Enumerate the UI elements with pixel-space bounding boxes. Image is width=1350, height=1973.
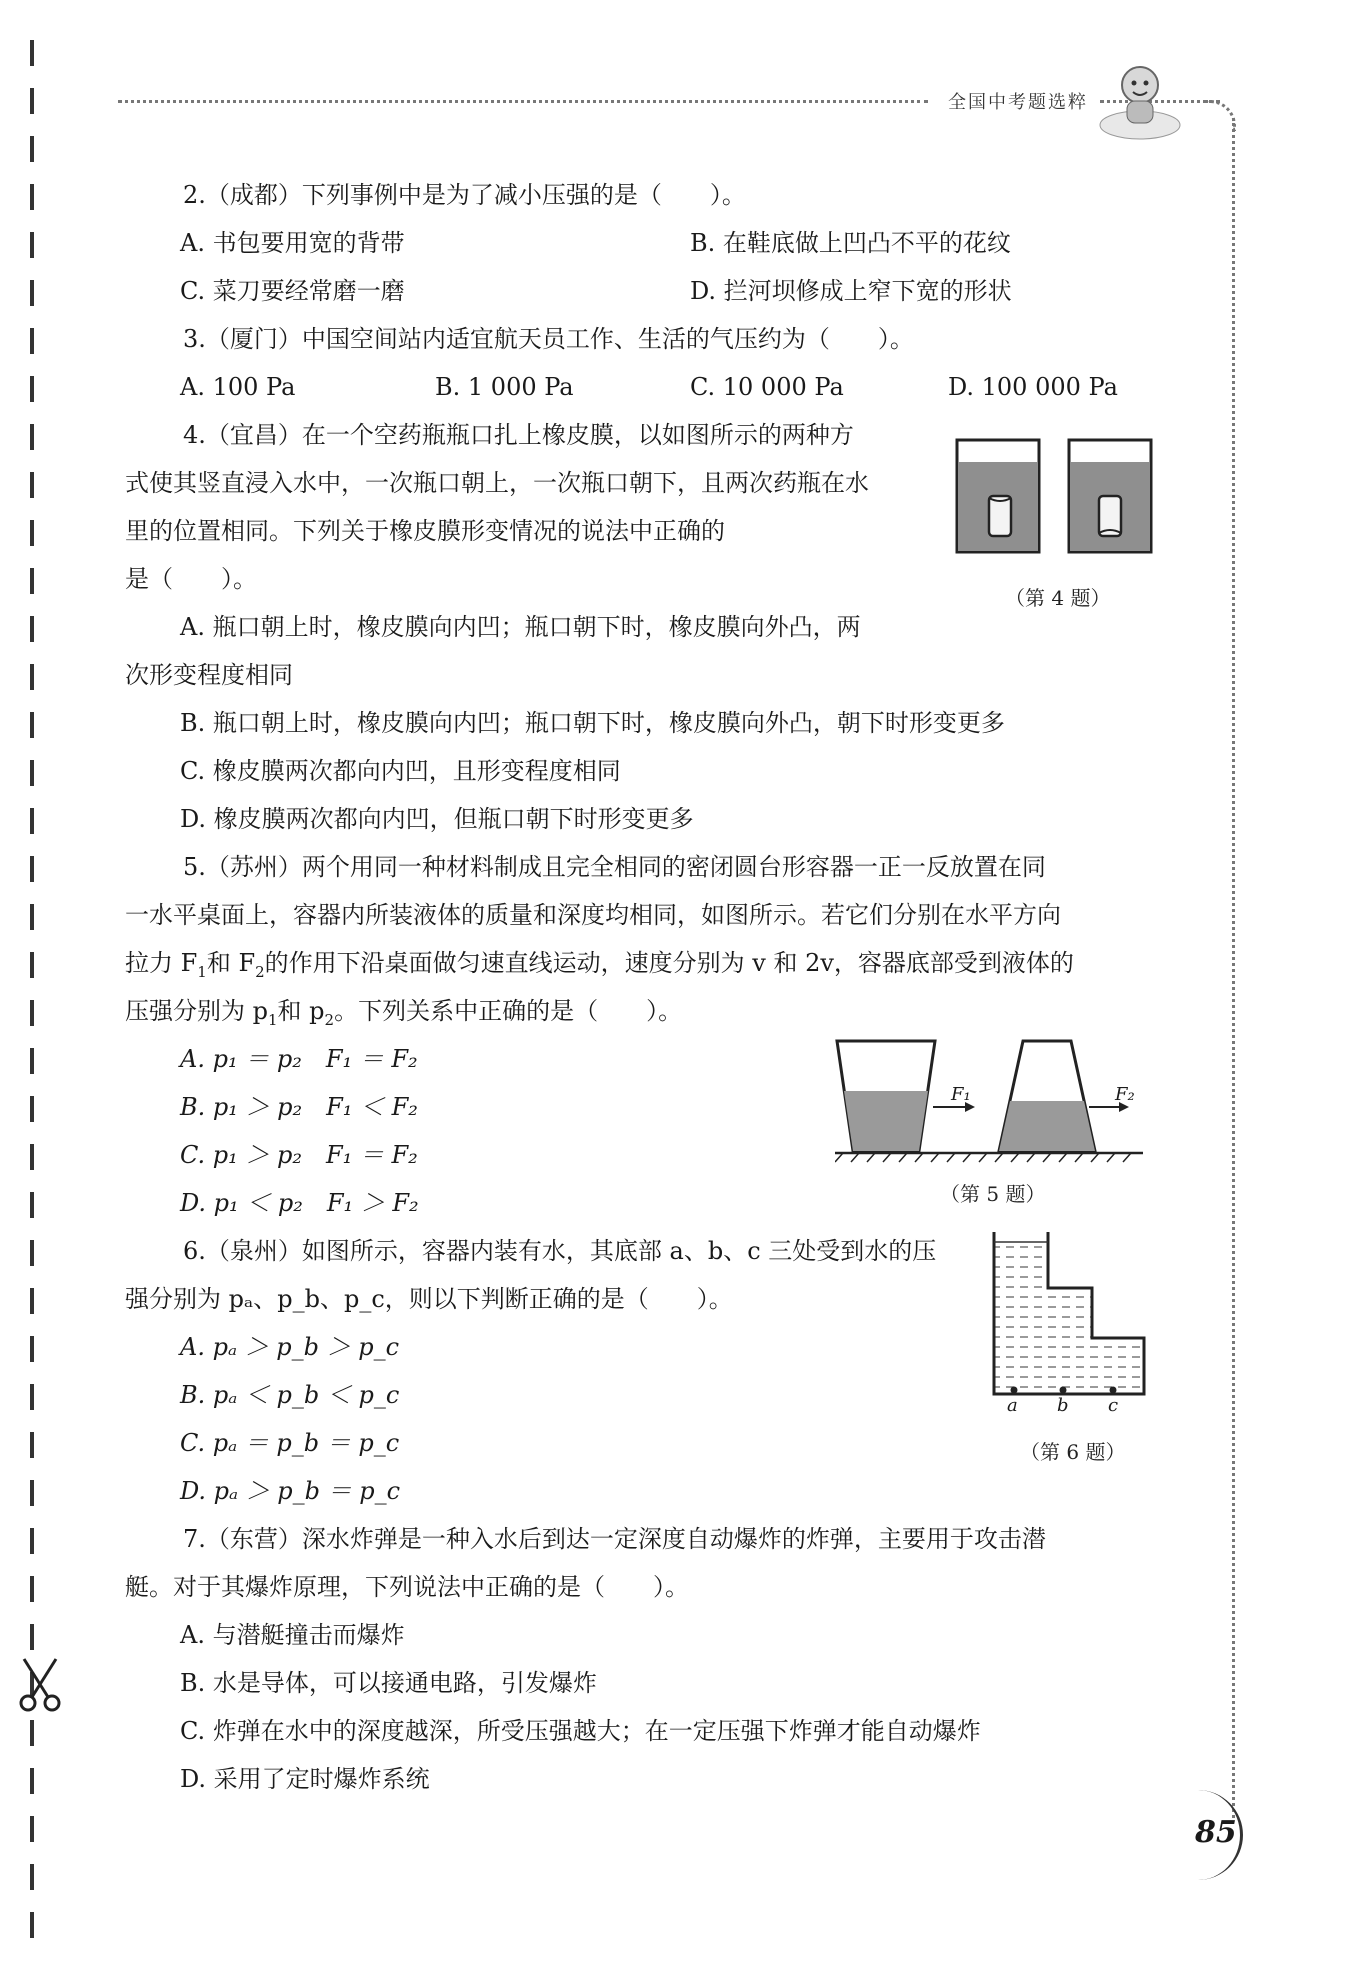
- header-rule: [118, 100, 928, 103]
- q5-option-d: D. p₁ ＜ p₂ F₁ ＞ F₂: [180, 1189, 419, 1217]
- q2-option-c: C. 菜刀要经常磨一磨: [180, 277, 405, 305]
- q3-stem: 3.（厦门）中国空间站内适宜航天员工作、生活的气压约为（ ）。: [183, 325, 914, 353]
- mascot-icon: [1095, 55, 1185, 145]
- sub-1b: 1: [268, 1010, 278, 1029]
- page-number: 85: [1195, 1815, 1237, 1850]
- q6-caption: （第 6 题）: [1020, 1440, 1126, 1464]
- q7-option-d: D. 采用了定时爆炸系统: [180, 1765, 430, 1793]
- liquid-1: [844, 1091, 928, 1151]
- sub-2: 2: [255, 962, 265, 981]
- q7-stem-line1: 7.（东营）深水炸弹是一种入水后到达一定深度自动爆炸的炸弹，主要用于攻击潜: [183, 1525, 1046, 1553]
- label-f1: F₁: [951, 1084, 971, 1105]
- q5-text-end: 。下列关系中正确的是（ ）。: [334, 997, 683, 1025]
- q4-stem-line1: 4.（宜昌）在一个空药瓶瓶口扎上橡皮膜，以如图所示的两种方: [183, 421, 854, 449]
- q6-option-a: A. pₐ ＞ p_b ＞ p_c: [180, 1333, 400, 1361]
- q6-option-b: B. pₐ ＜ p_b ＜ p_c: [180, 1381, 400, 1409]
- q5-text-p2: 和 p: [277, 997, 325, 1025]
- liquid-2: [999, 1101, 1095, 1151]
- sub-1: 1: [197, 962, 207, 981]
- point-c: [1110, 1387, 1117, 1394]
- q2-option-a: A. 书包要用宽的背带: [180, 229, 405, 257]
- q5-text-rest: 的作用下沿桌面做匀速直线运动，速度分别为 v 和 2v，容器底部受到液体的: [264, 949, 1074, 977]
- q4-option-d: D. 橡皮膜两次都向内凹，但瓶口朝下时形变更多: [180, 805, 694, 833]
- q2-option-b: B. 在鞋底做上凹凸不平的花纹: [690, 229, 1011, 257]
- frame-side-rule: [1232, 118, 1235, 1818]
- q5-stem-line4: [125, 996, 682, 1035]
- scissors-icon: [18, 1655, 62, 1715]
- q6-figure: [990, 1232, 1150, 1416]
- q4-figure: [955, 438, 1195, 562]
- q7-option-b: B. 水是导体，可以接通电路，引发爆炸: [180, 1669, 597, 1697]
- q5-stem-line3: [125, 948, 1074, 987]
- q5-text-f2: 和 F: [206, 949, 256, 977]
- q7-option-a: A. 与潜艇撞击而爆炸: [180, 1621, 405, 1649]
- q4-option-c: C. 橡皮膜两次都向内凹，且形变程度相同: [180, 757, 621, 785]
- q4-stem-line4: 是（ ）。: [125, 565, 257, 593]
- q4-option-b: B. 瓶口朝上时，橡皮膜向内凹；瓶口朝下时，橡皮膜向外凸，朝下时形变更多: [180, 709, 1005, 737]
- point-a: [1011, 1387, 1018, 1394]
- q5-text-f1: 拉力 F: [125, 949, 198, 977]
- q4-stem-line3: 里的位置相同。下列关于橡皮膜形变情况的说法中正确的: [125, 517, 725, 545]
- water-region: [994, 1242, 1144, 1394]
- q5-option-a: A. p₁ ＝ p₂ F₁ ＝ F₂: [180, 1045, 418, 1073]
- q2-option-d: D. 拦河坝修成上窄下宽的形状: [690, 277, 1012, 305]
- q3-option-c: C. 10 000 Pa: [690, 373, 844, 401]
- q5-stem-line1: 5.（苏州）两个用同一种材料制成且完全相同的密闭圆台形容器一正一反放置在同: [183, 853, 1046, 881]
- q4-stem-line2: 式使其竖直浸入水中，一次瓶口朝上，一次瓶口朝下，且两次药瓶在水: [125, 469, 869, 497]
- q7-stem-line2: 艇。对于其爆炸原理，下列说法中正确的是（ ）。: [125, 1573, 689, 1601]
- q4-option-a-line1: A. 瓶口朝上时，橡皮膜向内凹；瓶口朝下时，橡皮膜向外凸，两: [180, 613, 861, 641]
- point-b: [1060, 1387, 1067, 1394]
- q5-figure: [835, 1035, 1145, 1174]
- q5-option-c: C. p₁ ＞ p₂ F₁ ＝ F₂: [180, 1141, 418, 1169]
- q5-caption: （第 5 题）: [940, 1182, 1046, 1206]
- q2-stem: 2.（成都）下列事例中是为了减小压强的是（ ）。: [183, 181, 746, 209]
- q5-option-b: B. p₁ ＞ p₂ F₁ ＜ F₂: [180, 1093, 418, 1121]
- label-f2: F₂: [1115, 1084, 1135, 1105]
- q7-option-c: C. 炸弹在水中的深度越深，所受压强越大；在一定压强下炸弹才能自动爆炸: [180, 1717, 981, 1745]
- q4-caption: （第 4 题）: [1005, 586, 1111, 610]
- q3-option-d: D. 100 000 Pa: [948, 373, 1118, 401]
- q6-option-d: D. pₐ ＞ p_b ＝ p_c: [180, 1477, 401, 1505]
- q6-stem-line1: 6.（泉州）如图所示，容器内装有水，其底部 a、b、c 三处受到水的压: [183, 1237, 937, 1265]
- sub-2b: 2: [324, 1010, 335, 1029]
- q4-option-a-line2: 次形变程度相同: [125, 661, 293, 689]
- label-a: a: [1007, 1395, 1018, 1416]
- q5-stem-line2: 一水平桌面上，容器内所装液体的质量和深度均相同，如图所示。若它们分别在水平方向: [125, 901, 1061, 929]
- q6-option-c: C. pₐ ＝ p_b ＝ p_c: [180, 1429, 400, 1457]
- q3-option-a: A. 100 Pa: [180, 373, 296, 401]
- label-c: c: [1108, 1395, 1119, 1416]
- q5-text-p1: 压强分别为 p: [125, 997, 268, 1025]
- q3-option-b: B. 1 000 Pa: [435, 373, 574, 401]
- label-b: b: [1057, 1395, 1069, 1416]
- q6-stem-line2: 强分别为 pₐ、p_b、p_c，则以下判断正确的是（ ）。: [125, 1285, 733, 1313]
- header-title: 全国中考题选粹: [948, 92, 1088, 113]
